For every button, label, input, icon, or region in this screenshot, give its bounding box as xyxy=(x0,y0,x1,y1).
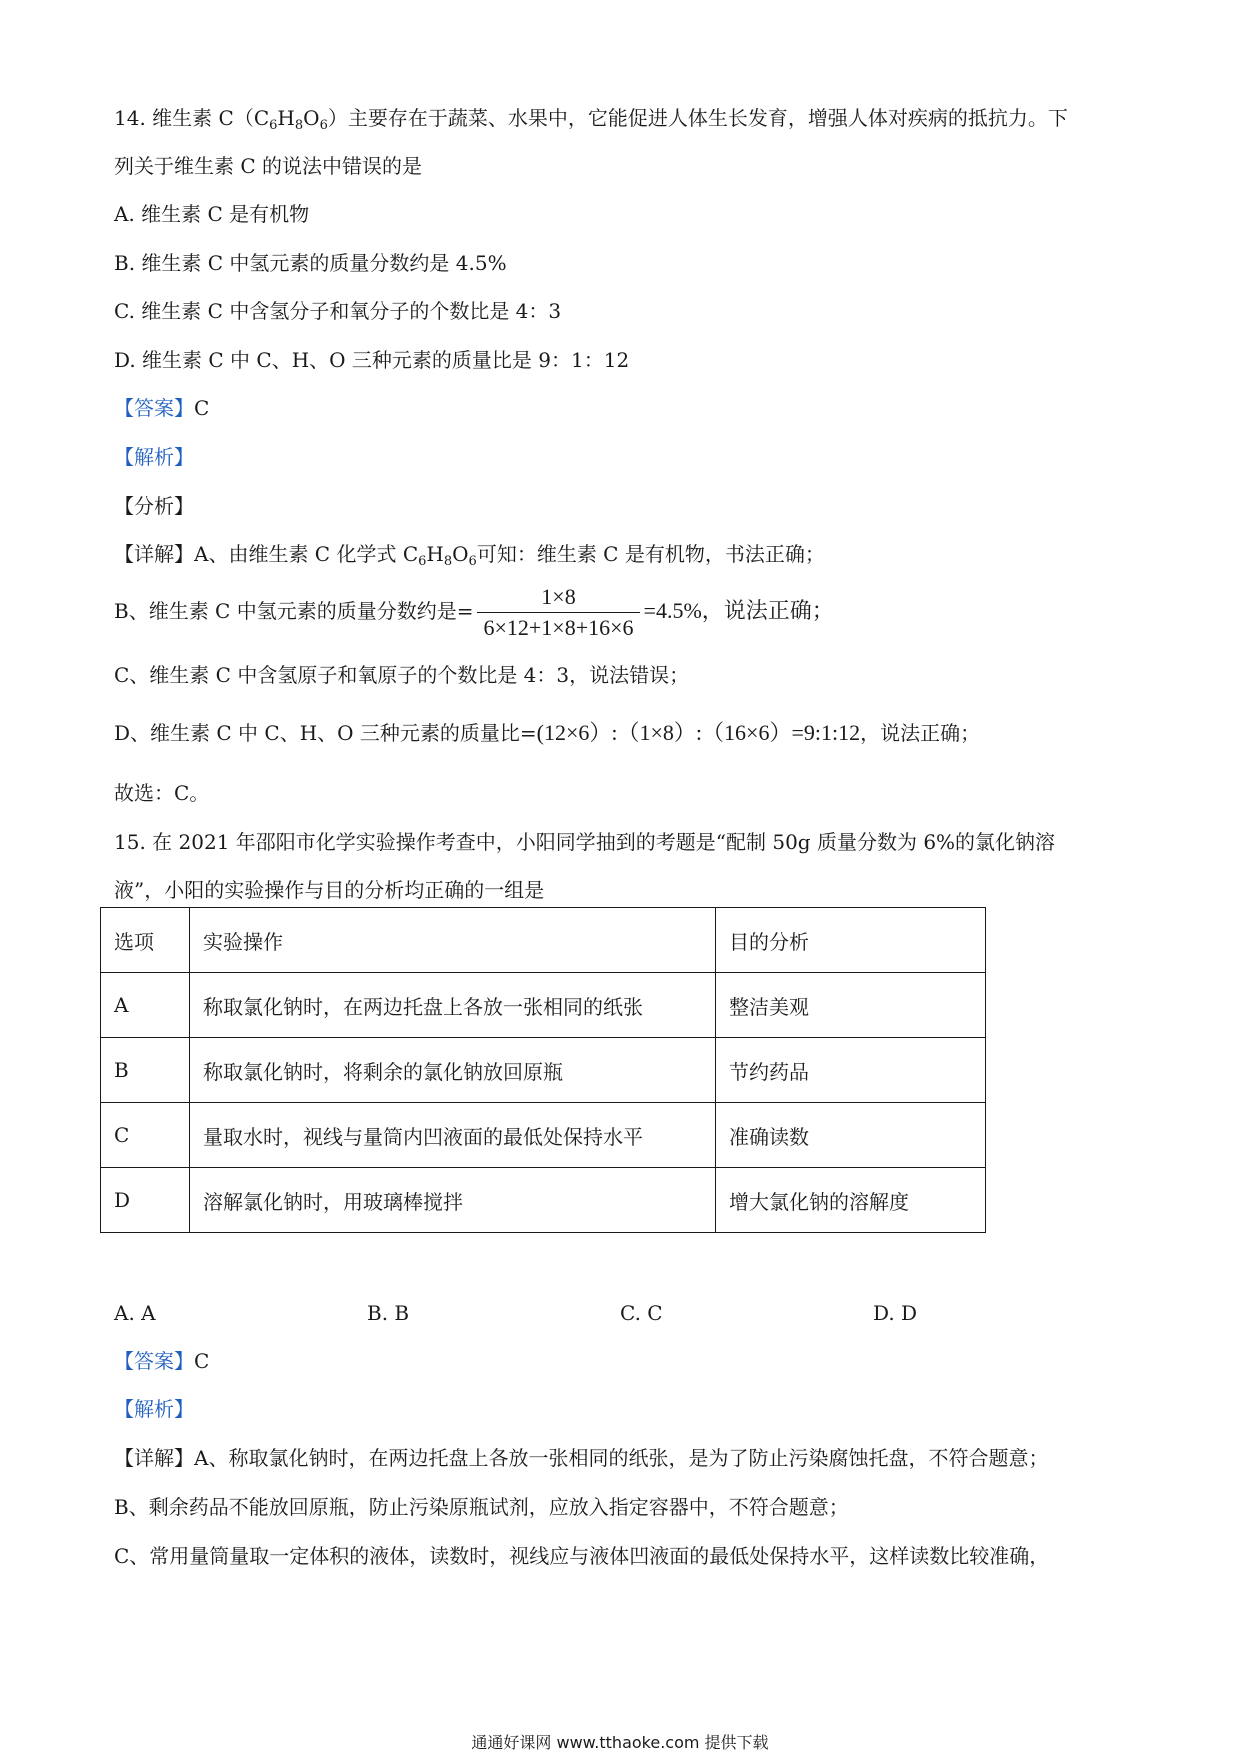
table-row xyxy=(101,1103,986,1168)
table-cell: 称取氯化钠时，在两边托盘上各放一张相同的纸张 xyxy=(190,973,716,1038)
q14-detail-d: D、维生素 C 中 C、H、O 三种元素的质量比=(12×6）:（1×8）:（16×6）=9:1:12，说法正确； xyxy=(114,720,981,745)
table-cell: B xyxy=(101,1038,190,1103)
table-row xyxy=(101,973,986,1038)
q14-option-c: C. 维生素 C 中含氢分子和氧分子的个数比是 4：3 xyxy=(114,299,562,323)
q14-analysis-label: 【解析】 xyxy=(114,445,194,469)
table-cell: D xyxy=(101,1168,190,1233)
table-header-cell: 实验操作 xyxy=(190,908,716,973)
q15-answer xyxy=(114,1348,209,1374)
table-cell: 溶解氯化钠时，用玻璃棒搅拌 xyxy=(190,1168,716,1233)
q14-stem-line1: 14. 维生素 $C(C_6H_8O_6)$主要存在于蔬菜、水果中，它能促进人体生长发育，增强人体对疾病的抵抗力。下 xyxy=(114,106,1068,133)
q14-stem-line2: 列关于维生素 C 的说法中错误的是 xyxy=(114,154,423,178)
q15-option-a: A. A xyxy=(114,1301,156,1325)
q15-option-c: C. C xyxy=(620,1301,663,1325)
q15-stem-line2: 液”，小阳的实验操作与目的分析均正确的一组是 xyxy=(114,878,545,902)
mass-fraction xyxy=(477,584,639,641)
table-cell: A xyxy=(101,973,190,1038)
q14-option-d: D. 维生素 C 中 C、H、O 三种元素的质量比是 9：1：12 xyxy=(114,348,630,372)
table-row xyxy=(101,1038,986,1103)
answer-value: C xyxy=(194,1349,210,1373)
q15-detail-a: 【详解】A、称取氯化钠时，在两边托盘上各放一张相同的纸张，是为了防止污染腐蚀托盘，不符合题意； xyxy=(114,1446,1049,1470)
q15-table xyxy=(100,907,986,1233)
q14-detail-a: 【详解】A、由维生素 C 化学式 $C_6H_8O_6$可知：维生素 C 是有机物，书法正确； xyxy=(114,542,825,569)
q15-option-d: D. D xyxy=(873,1301,918,1325)
table-cell: 整洁美观 xyxy=(716,973,986,1038)
q14-answer xyxy=(114,395,209,421)
q15-analysis-label: 【解析】 xyxy=(114,1397,194,1421)
q15-detail-c: C、常用量筒量取一定体积的液体，读数时，视线应与液体凹液面的最低处保持水平，这样读数比较准确， xyxy=(114,1544,1050,1568)
q14-option-a: A. 维生素 C 是有机物 xyxy=(114,202,310,226)
page-footer: 通通好课网 www.tthaoke.com 提供下载 xyxy=(471,1733,769,1752)
table-cell: 量取水时，视线与量筒内凹液面的最低处保持水平 xyxy=(190,1103,716,1168)
q14-fenxi-label: 【分析】 xyxy=(114,494,194,518)
table-header-cell: 选项 xyxy=(101,908,190,973)
table-cell: 准确读数 xyxy=(716,1103,986,1168)
q15-detail-b: B、剩余药品不能放回原瓶，防止污染原瓶试剂，应放入指定容器中，不符合题意； xyxy=(114,1495,849,1519)
table-cell: 称取氯化钠时，将剩余的氯化钠放回原瓶 xyxy=(190,1038,716,1103)
q15-stem-line1: 15. 在 2021 年邵阳市化学实验操作考查中，小阳同学抽到的考题是“配制 50g 质量分数为 6%的氯化钠溶 xyxy=(114,830,1056,854)
answer-label: 【答案】 xyxy=(114,396,194,420)
table-cell: 节约药品 xyxy=(716,1038,986,1103)
q14-option-b: B. 维生素 C 中氢元素的质量分数约是 4.5% xyxy=(114,251,507,275)
table-cell: 增大氯化钠的溶解度 xyxy=(716,1168,986,1233)
q14-detail-b: B、维生素 C 中氢元素的质量分数约是= $\frac{1\times 8}{6\times 12+1\times 8+16\times 6}$ =4.5%，说法正确； xyxy=(114,584,834,640)
fraction-denominator: 6×12+1×8+16×6 xyxy=(483,615,634,640)
answer-value: C xyxy=(194,396,210,420)
table-header-cell: 目的分析 xyxy=(716,908,986,973)
q15-option-b: B. B xyxy=(367,1301,410,1325)
answer-label: 【答案】 xyxy=(114,1349,194,1373)
table-cell: C xyxy=(101,1103,190,1168)
table-row xyxy=(101,1168,986,1233)
q14-conclusion: 故选：C。 xyxy=(114,781,210,805)
q14-detail-c: C、维生素 C 中含氢原子和氧原子的个数比是 4：3，说法错误； xyxy=(114,663,690,687)
table-header-row xyxy=(101,908,986,973)
fraction-numerator: 1×8 xyxy=(477,584,639,613)
